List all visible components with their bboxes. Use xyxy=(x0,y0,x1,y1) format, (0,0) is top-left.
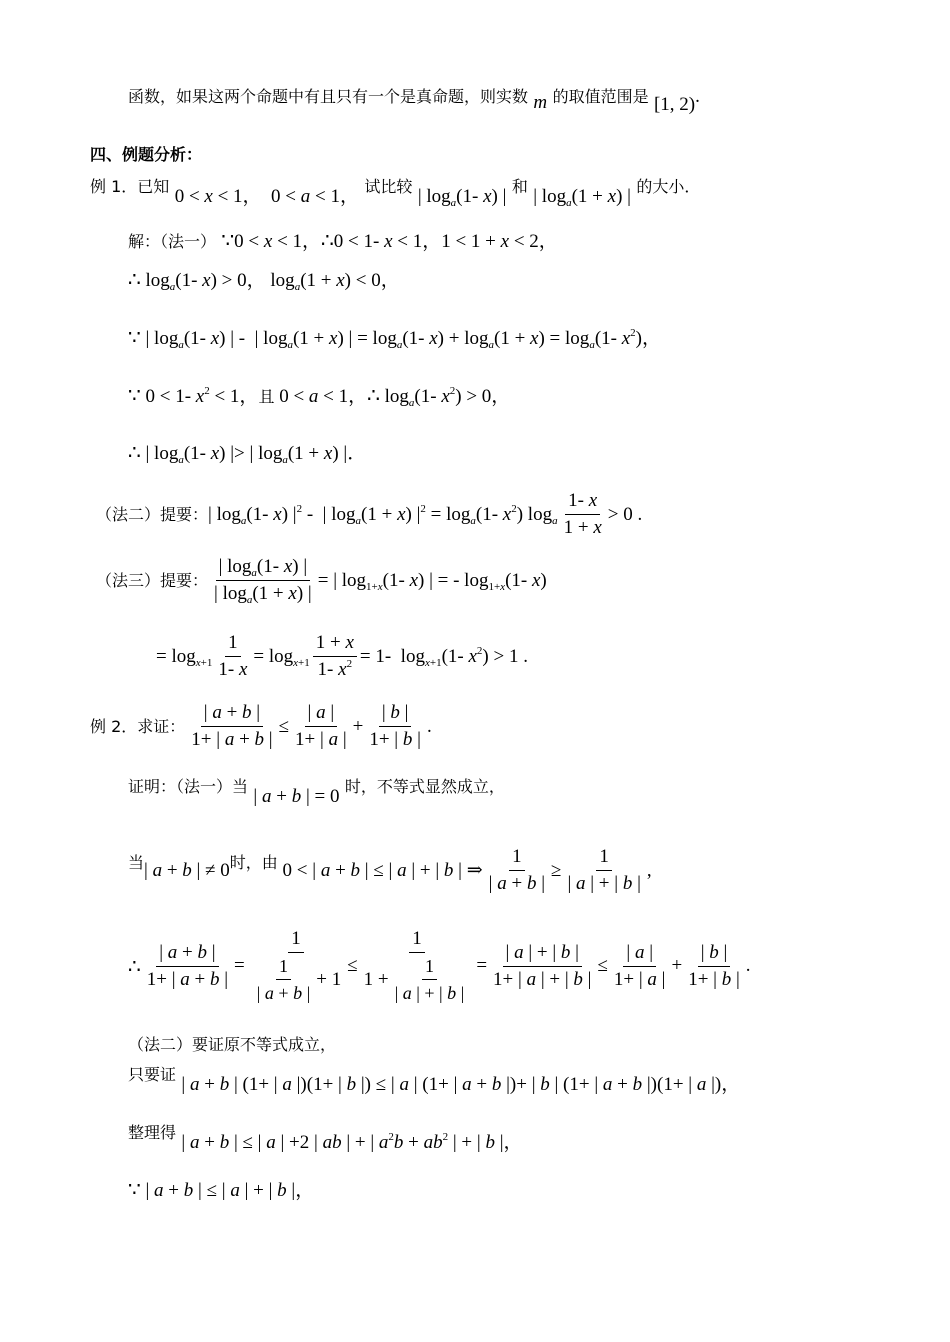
proof-need-line xyxy=(128,1064,741,1095)
method-2b-label: （法二）要证原不等式成立， xyxy=(128,1035,337,1054)
example-1-label: 例 1．已知 xyxy=(90,177,170,196)
example-2-statement: 例 2．求证： $\frac{| a + b |}{1+ | a + b |}$ ≤ $\frac{| a |}{1+ | a |}$ + $\frac{| b |}{1+ | b |}$ . xyxy=(90,702,432,750)
proof-need-expr: | a + b | (1+ | a |)(1+ | b |) ≤ | a | (1+ | a + b |)+ | b | (1+ | a + b |)(1+ | a |)， xyxy=(181,1074,741,1095)
example-1-conditions: 0 < x < 1， 0 < a < 1， xyxy=(174,186,359,207)
method-2-label: （法二）提要： xyxy=(96,504,209,524)
proof-chain-frac-4: $\frac{| a | + | b |}{1+ | a | + | b |}$ xyxy=(493,941,592,990)
intro-text-2: 的取值范围是 xyxy=(552,87,649,106)
proof-chain-frac-2: 1 $\frac{1}{| a + b |}$ + 1 xyxy=(256,928,342,1003)
method-3-label: （法三）提要： xyxy=(96,570,209,590)
example-1-expr-2: | $\log_a(1 + x)$ | xyxy=(533,186,631,209)
example-1-end: 的大小． xyxy=(636,177,701,196)
solution-step-3: ∵ | $\log_a(1-$ x) | - | $\log_a(1 + x)$ | = $\log_a(1-$ $x) + \log_a(1 + x) = \log_a(1-$ $x^2$)， xyxy=(128,325,661,351)
method-3-frac-b: $\frac{1 + x}{1- x^2}$ xyxy=(313,632,357,681)
example-2-frac-2: $\frac{| a |}{1+ | a |}$ xyxy=(295,702,347,750)
solution-label: 解：（法一） xyxy=(128,232,217,251)
example-1-statement xyxy=(90,176,701,209)
final-expr: ∵ | a + b | ≤ | a | + | b |， xyxy=(128,1177,315,1201)
method-2-line: （法二）提要： | $\log_a(1-$ x) $|^2$ - | $\log_a(1 + x) |^2 = \log_a(1-$ $x^2$) $\log_a$ $\frac{1- x}{1 + x}$ > 0 . xyxy=(96,490,643,538)
method-2-fraction: $\frac{1- x}{1 + x}$ xyxy=(563,490,602,538)
example-1-and: 和 xyxy=(511,177,528,196)
example-2-label: 例 2．求证： xyxy=(90,716,186,736)
proof-line-3: ∴ $\frac{| a + b |}{1+ | a + b |}$ = 1 $\frac{1}{| a + b |}$ + 1 ≤ 1 1 + $\frac{1}{| a | + | b |}$ = $\frac{| a | + | b |}{1+ | a | + | b |}$ ≤ $\frac{| a |}{1+ | a |}$ + $\frac{| b |}{1+ | b |}$ . xyxy=(128,928,751,1003)
example-1-expr-1: | $\log_a(1-$ x) | xyxy=(417,186,507,209)
method-2-expr: | $\log_a(1-$ x) $|^2$ - | $\log_a(1 + x) |^2 = \log_a(1-$ $x^2$) $\log_a$ xyxy=(208,502,558,527)
range-value: [1, 2) xyxy=(653,94,696,115)
intro-line: 函数，如果这两个命题中有且只有一个是真命题，则实数 m 的取值范围是 [1, 2). xyxy=(128,86,700,115)
proof-ineq: 0 < | a + b | ≤ | a | + | b | ⇒ xyxy=(277,859,483,881)
proof-frac-2: $\frac{1}{| a | + | b |}$ xyxy=(567,846,641,894)
proof-when: 当 xyxy=(128,852,145,872)
final-line xyxy=(128,1178,314,1202)
method-3-expr: = | $\log_{1+x}(1-$ x) | = - $\log_{1+x}(1-$ x) xyxy=(317,569,547,593)
simplify-expr: | a + b | ≤ | a | +2 | ab | + | $a^2b + ab^2$ | + | b |， xyxy=(181,1131,523,1153)
intro-text: 函数，如果这两个命题中有且只有一个是真命题，则实数 xyxy=(128,87,529,106)
method-3-line xyxy=(96,556,547,605)
method-3-frac-a: $\frac{1}{1- x}$ xyxy=(218,632,248,680)
proof-line-2: 当 | a + b | ≠ 0 时，由 0 < | a + b | ≤ | a | + | b | ⇒ $\frac{1}{| a + b |}$ ≥ $\frac{1}{| a | + | b |}$ , xyxy=(128,846,652,894)
proof-chain-frac-1: $\frac{| a + b |}{1+ | a + b |}$ xyxy=(146,941,229,990)
only-need-label: 只要证 xyxy=(128,1065,177,1084)
solution-step-4: ∵ 0 < 1- $x^2 < 1$，且 0 < a < 1，∴ $\log_a(1-$ $x^2) > 0$， xyxy=(128,383,511,409)
solution-line-1 xyxy=(128,229,558,253)
solution-step-2: ∴ $\log_a(1-$ x) > 0， $\log_a(1 + x) < 0$， xyxy=(128,267,400,293)
proof-chain-frac-5: $\frac{| a |}{1+ | a |}$ xyxy=(613,941,666,990)
method-3-line-2: = $\log_{x+1}$ $\frac{1}{1- x}$ = $\log_{x+1}$ $\frac{1 + x}{1- x^2}$ = 1- $\log_{x+1}(1-$ $x^2) > 1$ . xyxy=(156,632,528,680)
solution-step-1: ∵0 < x < 1，∴0 < 1- x < 1，1 < 1 + x < 2， xyxy=(221,228,558,252)
proof-chain-frac-3: 1 1 + $\frac{1}{| a | + | b |}$ xyxy=(363,928,465,1003)
proof-text-2: 时，由 xyxy=(229,852,278,872)
proof-text-1: 时，不等式显然成立， xyxy=(344,777,505,796)
example-2-frac-3: $\frac{| b |}{1+ | b |}$ xyxy=(369,702,421,750)
section-heading: 四、例题分析： xyxy=(90,145,203,164)
simplify-label: 整理得 xyxy=(128,1123,177,1142)
proof-condition-2: | a + b | ≠ 0 xyxy=(144,859,230,881)
proof-frac-1: $\frac{1}{| a + b |}$ xyxy=(488,846,545,894)
proof-condition-1: | a + b | = 0 xyxy=(253,786,340,807)
example-1-compare-text: 试比较 xyxy=(364,177,413,196)
proof-line-1 xyxy=(128,776,505,807)
proof-label: 证明：（法一）当 xyxy=(128,777,249,796)
proof-chain-frac-6: $\frac{| b |}{1+ | b |}$ xyxy=(688,941,740,990)
var-m: m xyxy=(533,92,548,113)
simplify-line xyxy=(128,1122,523,1153)
example-2-frac-1: $\frac{| a + b |}{1+ | a + b |}$ xyxy=(191,702,273,750)
solution-step-5: ∴ | $\log_a(1-$ x) |> | $\log_a(1 + x)$ |． xyxy=(128,440,367,466)
method-3-fraction: $\frac{| \log_a(1- x) |}{| \log_a(1 + x) |}$ xyxy=(214,556,312,606)
